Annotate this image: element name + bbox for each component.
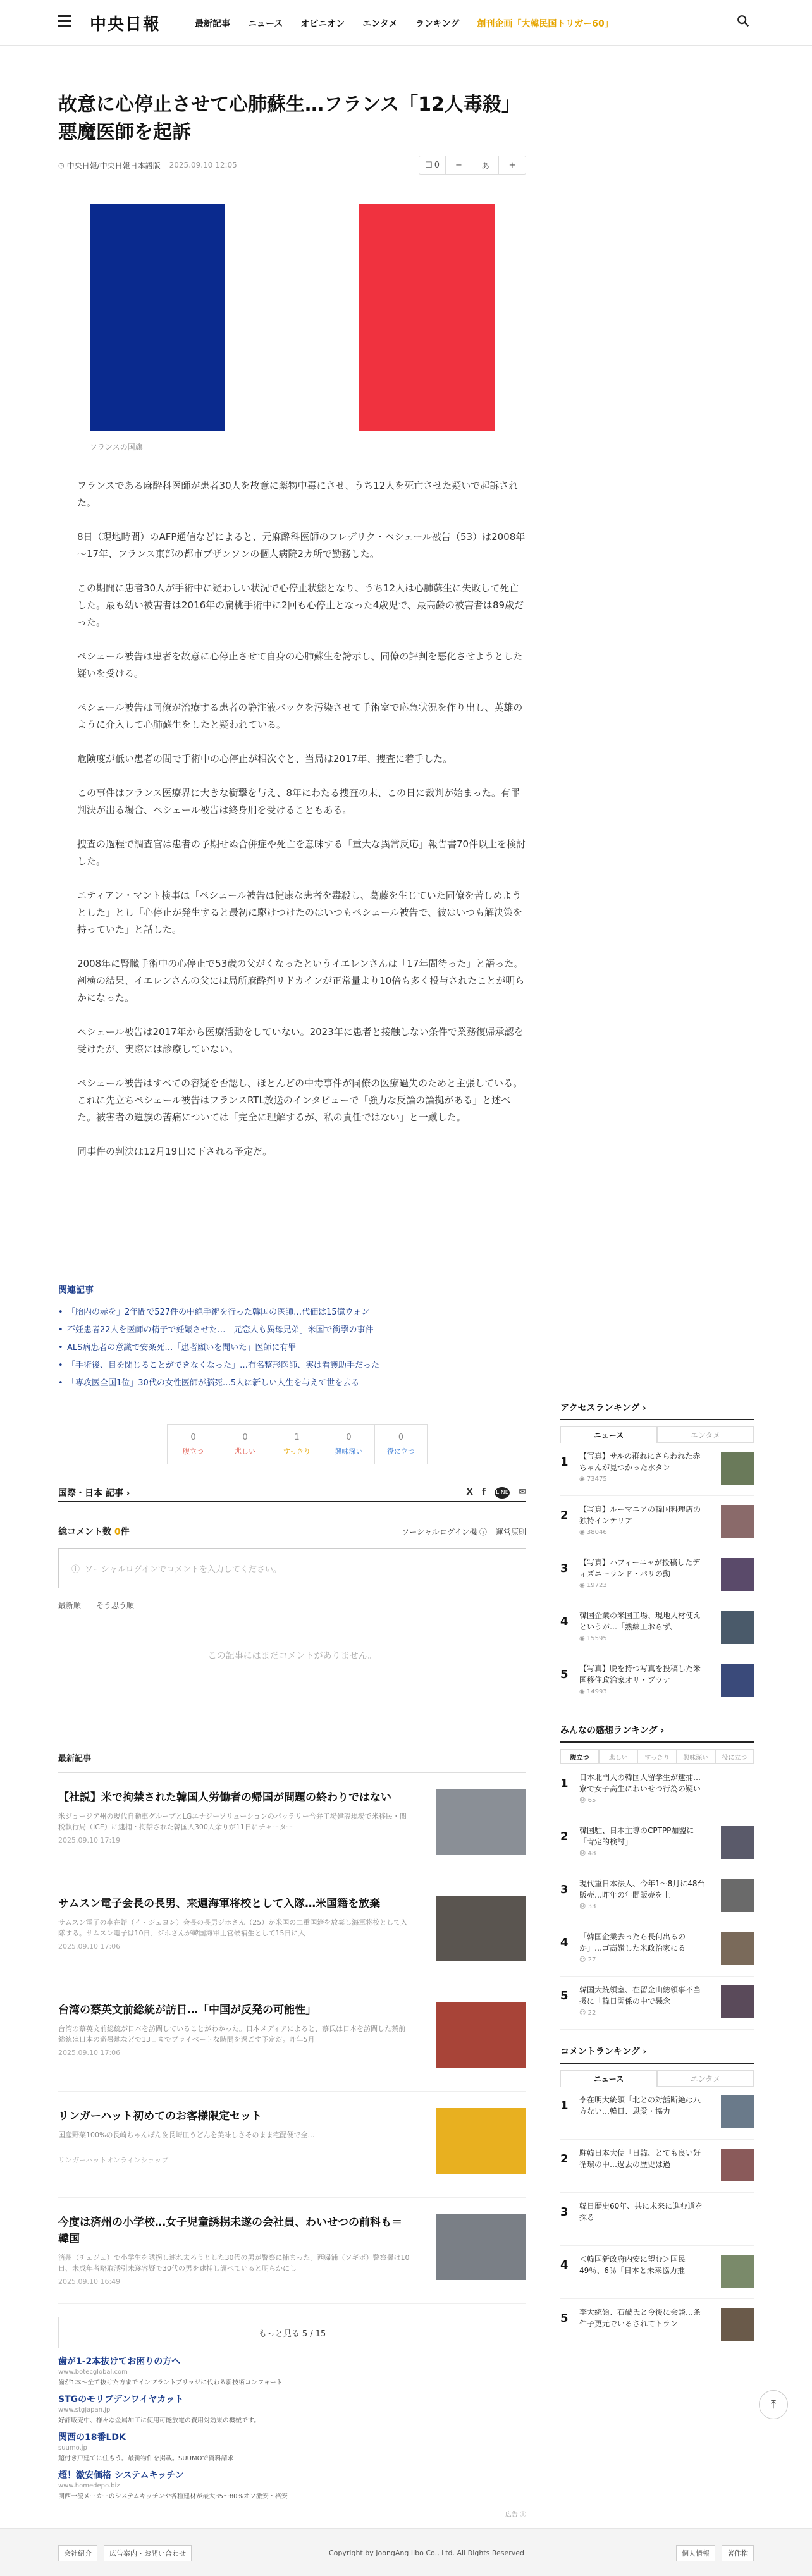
comment-ranking-tabs [560,2070,754,2087]
emotion-rank-item[interactable] [560,1817,754,1870]
reaction-label: 役に立つ [387,1447,415,1456]
comment-icon: ☐ [425,160,433,170]
ad-desc: 歯が1本〜全て抜けた方までインプラントブリッジに代わる新技術コンフォート [58,2379,283,2386]
ad-desc: 超付き戸建てに住もう。最新物件を掲載。SUUMOで資料請求 [58,2455,234,2462]
rank-thumbnail [721,2095,754,2128]
comment-sort-tabs [58,1600,526,1617]
empty-comments-message: この記事にはまだコメントがありません。 [58,1617,526,1693]
company-info-link[interactable]: 会社紹介 [58,2545,97,2561]
news-desc: 米ジョージア州の現代自動車グループとLGエナジーソリューションのバッテリー合弁工場建設現場で米移民・関税執行局（ICE）に逮捕・拘禁された韓国人300人余りが11日にチャーター [58,1812,407,1831]
news-desc: 済州（チェジュ）で小学生を誘拐し連れ去ろうとした30代の男が警察に捕まった。西帰浦（ソギポ）警察署は10日、未成年者略取誘引未遂容疑で30代の男を逮捕し調べていると明らかにし [58,2254,410,2272]
news-thumbnail [436,1789,526,1855]
news-thumbnail [436,1896,526,1961]
article-paragraph: ペシェール被告はすべての容疑を否認し、ほとんどの中毒事件が同僚の医療過失のためと主張している。これに先立ちペシェール被告はフランスRTL放送のインタビューで「強力な反論の論拠がある」と述べた。被害者の遺族の苦痛については「完全に理解するが、私の責任ではない」と一蹴した。 [77,1077,523,1123]
access-rank-item[interactable] [560,1549,754,1602]
news-thumbnail [436,2108,526,2174]
ad-title: STGのモリブデンワイヤカット [58,2395,184,2405]
ad-title: 超！激安価格 システムキッチン [58,2470,184,2481]
sort-latest-tab[interactable]: 最新順 [58,1601,82,1610]
emotion-tabs [560,1749,754,1764]
rank-views: ◉ 15595 [579,1635,607,1642]
article-byline: 中央日報/中央日報日本語版 [66,161,161,170]
rank-number: 1 [560,2099,569,2113]
tab-entertainment[interactable]: エンタメ [657,2070,754,2087]
rank-thumbnail [721,1985,754,2018]
comment-count-button[interactable]: ☐ 0 [419,156,446,174]
rank-title: 日本北門大の韓国人留学生が逮捕…寮で女子高生にわいせつ行為の疑い [579,1773,701,1793]
mail-share-icon[interactable]: ✉ [519,1487,526,1497]
news-title: 【社説】米で拘禁された韓国人労働者の帰国が問題の終わりではない [58,1791,391,1804]
ad-item[interactable] [58,2431,526,2462]
comment-ranking-title[interactable]: コメントランキング › [560,2045,754,2064]
tab-relieved[interactable]: すっきり [637,1749,676,1764]
line-share-icon[interactable]: LINE [495,1487,510,1499]
clock-icon: ◷ [58,161,65,169]
news-date: 2025.09.10 17:19 [58,1836,121,1844]
article-paragraph: 捜査の過程で調査官は患者の予期せぬ合併症や死亡を意味する「重大な異常反応」報告書70件以上を検討した。 [77,838,526,867]
rank-number: 4 [560,2259,569,2272]
comment-rank-item[interactable] [560,2299,754,2352]
rank-reactions: ☹ 65 [579,1797,596,1804]
main-nav [195,17,613,30]
article-paragraph: ペシェール被告は同僚が治療する患者の静注液バックを汚染させて手術室で応急状況を作り出し、英雄のように介入して心肺蘇生をしたと疑われている。 [77,702,523,730]
access-ranking-tabs [560,1426,754,1443]
site-logo[interactable]: 中央日報 [90,15,161,34]
article-meta [58,156,526,175]
facebook-share-icon[interactable]: f [482,1487,486,1497]
news-item[interactable] [58,2198,526,2304]
comment-input[interactable] [58,1548,526,1588]
rank-thumbnail [721,1505,754,1538]
rank-title: 【写真】サルの群れにさらわれた赤ちゃんが見つかった水タン [579,1452,701,1472]
news-item[interactable] [58,1879,526,1985]
access-rank-item[interactable] [560,1496,754,1549]
emotion-ranking-title[interactable]: みんなの感想ランキング › [560,1724,754,1743]
article-paragraph: 同事件の判決は12月19日に下される予定だ。 [77,1146,273,1157]
comment-rank-item[interactable] [560,2087,754,2140]
rank-thumbnail [721,1932,754,1965]
tab-sad[interactable]: 悲しい [599,1749,637,1764]
rank-views: ◉ 38046 [579,1529,607,1536]
comment-placeholder: ソーシャルログインでコメントを入力してください。 [85,1564,281,1574]
rank-thumbnail [721,1664,754,1697]
rank-title: 現代重日本法人、今年1〜8月に48台販売…昨年の年間販売を上 [579,1879,705,1899]
ad-title: 関西の18番LDK [58,2432,126,2443]
emotion-rank-item[interactable] [560,1977,754,2030]
related-link[interactable]: • 不妊患者22人を医師の精子で妊娠させた…「元恋人も異母兄弟」米国で衝撃の事件 [58,1322,526,1339]
reaction-label: 興味深い [335,1447,363,1456]
ad-section [58,2355,526,2518]
ad-item[interactable] [58,2355,526,2386]
copyright: Copyright by JoongAng Ilbo Co., Ltd. All Rights Reserved [329,2549,525,2557]
news-title: リンガーハット初めてのお客様限定セット [58,2110,262,2123]
font-size-label: あ [472,156,499,174]
rank-views: ◉ 14993 [579,1688,607,1695]
rank-reactions: ☹ 33 [579,1903,596,1910]
rank-title: 李在明大統領「北との対話断絶は八方ない…韓日、恩愛・協力 [579,2095,701,2116]
tab-helpful[interactable]: 役に立つ [715,1749,754,1764]
rank-number: 1 [560,1777,569,1790]
rank-reactions: ☹ 27 [579,1956,596,1963]
access-rank-item[interactable] [560,1602,754,1655]
photo-caption: フランスの国旗 [90,443,143,451]
article-paragraph: 危険度が低い患者の間で手術中の心停止が相次ぐと、当局は2017年、捜査に着手した。 [77,753,453,764]
rank-title: 李大統領、石破氏と今後に会談…条件子更元でいるされてトラン [579,2308,701,2328]
nav-opinion[interactable]: オピニオン [300,19,345,29]
comment-count: 0 [114,1527,121,1537]
ad-title: 歯が1-2本抜けてお困りの方へ [58,2357,181,2367]
rank-title: 韓国企業の米国工場、現地人材使えというが…「熟練工おらず、 [579,1611,701,1631]
article-paragraph: フランスである麻酔科医師が患者30人を故意に薬物中毒にさせ、うち12人を死亡させた疑いで起訴された。 [77,480,519,508]
rank-number: 3 [560,1562,569,1575]
tab-interesting[interactable]: 興味深い [677,1749,715,1764]
related-link[interactable]: • 「手術後、目を閉じることができなくなった」…有名整形医師、実は看護助手だった [58,1357,526,1375]
rank-views: ◉ 19723 [579,1582,607,1589]
copyright-policy-link[interactable]: 著作権 [722,2545,754,2561]
article-photo [90,204,495,431]
related-link[interactable]: • 「専攻医全国1位」30代の女性医師が脳死…5人に新しい人生を与えて世を去る [58,1375,526,1392]
ad-desc: 好評販売中、様々な金属加工に使用可能放電の費用対効果の機械です。 [58,2417,261,2424]
news-desc: 台湾の蔡英文前総統が日本を訪問していることがわかった。日本メディアによると、蔡氏は日本を訪問した蔡前総統は日本の避暑地などで13日までプライベートな時間を過ごす予定だ。昨年5月 [58,2025,406,2044]
emotion-rank-item[interactable] [560,1923,754,1977]
rank-number: 2 [560,1509,569,1522]
related-title: 関連記事 [58,1285,94,1296]
tab-news[interactable]: ニュース [560,1426,657,1443]
rank-views: ◉ 73475 [579,1476,607,1483]
ad-item[interactable] [58,2393,526,2424]
article-tools [419,156,526,175]
scroll-top-button[interactable]: ⤒ [759,2390,788,2419]
rank-title: 韓日歴史60年、共に未来に進む道を探る [579,2202,703,2222]
emotion-rank-item[interactable] [560,1764,754,1817]
rank-title: ＜韓国新政府内安に望む＞国民49％、6％「日本と未来協力推 [579,2255,686,2275]
tab-entertainment[interactable]: エンタメ [657,1426,754,1443]
rank-title: 韓国大統領室、在留金山総領事不当扱に「韓日関係の中で懸念 [579,1985,701,2006]
article-date: 2025.09.10 12:05 [169,161,237,169]
nav-news[interactable]: ニュース [248,19,283,29]
news-date: 2025.09.10 17:06 [58,1942,121,1951]
latest-title: 最新記事 [58,1751,526,1773]
ad-url: suumo.jp [58,2444,87,2451]
rank-number: 3 [560,2205,569,2219]
nav-ranking[interactable]: ランキング [415,19,460,29]
rank-number: 2 [560,1830,569,1843]
access-rank-item[interactable] [560,1443,754,1496]
news-title: 今度は済州の小学校…女子児童誘拐未遂の会社員、わいせつの前科も＝韓国 [58,2216,402,2245]
info-icon: ⓘ [71,1564,80,1574]
flag-red-band [359,204,495,431]
reaction-helpful[interactable]: 0 役に立つ [387,1432,415,1456]
news-title: サムスン電子会長の長男、来週海軍将校として入隊…米国籍を放棄 [58,1898,381,1910]
tab-angry[interactable]: 腹立つ [560,1749,599,1764]
social-login-link[interactable]: ソーシャルログイン機 ⓘ [402,1527,487,1536]
rank-title: 「韓国企業去ったら長何出るのか」…ゴ高嶺した米政治家にる [579,1932,686,1953]
news-date: 2025.09.10 17:06 [58,2049,121,2057]
rank-title: 【写真】脱を持つ写真を投稿した米国移住政治家オリ・ブラナ [579,1664,701,1684]
article [58,91,526,1177]
reaction-interesting[interactable]: 0 興味深い [323,1425,375,1464]
news-item[interactable] [58,1985,526,2092]
ad-desc: 関西一流メーカーのシステムキッチンや各種建材が最大35〜80%オフ激安・格安 [58,2493,288,2500]
news-date: 2025.09.10 16:49 [58,2278,121,2286]
sponsored-item[interactable] [58,2092,526,2198]
latest-articles [58,1751,526,2348]
rank-title: 【写真】ハフィーニャが投稿したディズニーランド・パリの動 [579,1558,701,1578]
news-source: リンガーハットオンラインショップ [58,2156,169,2164]
rank-thumbnail [721,1826,754,1859]
article-paragraph: 2008年に腎臓手術中の心停止で53歳の父がくなったというイエレンさんは「17年間待った」と語った。剖検の結果、イエレンさんの父には局所麻酔剤リドカインが正常量より10倍も多く投与されたことが明らかになった。 [77,958,525,1003]
ad-item[interactable] [58,2469,526,2500]
article-paragraph: ペシェール被告は患者を故意に心停止させて自身の心肺蘇生を誇示し、同僚の評判を悪化させようとした疑いを受ける。 [77,651,523,679]
ad-contact-link[interactable]: 広告案内・お問い合わせ [104,2545,192,2561]
ad-url: www.stgjapan.jp [58,2407,111,2413]
rank-thumbnail [721,1452,754,1485]
news-thumbnail [436,2002,526,2068]
global-header [0,0,812,46]
category-row [58,1485,526,1502]
comments-section [58,1524,526,1693]
footer [0,2528,812,2576]
rank-number: 2 [560,2152,569,2166]
rank-number: 1 [560,1456,569,1469]
reaction-label: すっきり [283,1447,311,1456]
comment-rank-item[interactable] [560,2193,754,2246]
news-desc: サムスン電子の李在鎔（イ・ジェヨン）会長の長男ジホさん（25）が米国の二重国籍を放棄し海軍将校として入隊する。サムスン電子は10日、ジホさんが韓国海軍士官候補生として15日に入 [58,1918,408,1937]
related-articles [58,1284,526,1392]
reaction-label: 悲しい [235,1447,255,1456]
x-share-icon[interactable]: X [466,1487,474,1497]
news-title: 台湾の蔡英文前総統が訪日…「中国が反発の可能性」 [58,2004,316,2016]
search-icon[interactable] [736,14,750,28]
font-decrease-button[interactable]: − [446,156,472,174]
tab-news[interactable]: ニュース [560,2070,657,2087]
rank-thumbnail [721,2255,754,2288]
news-thumbnail [436,2214,526,2280]
rank-thumbnail [721,1558,754,1591]
flag-blue-band [90,204,225,431]
rank-title: 韓国駐、日本主導のCPTPP加盟に「肯定的検討」 [579,1826,694,1846]
rank-reactions: ☹ 22 [579,2009,596,2016]
rank-number: 5 [560,1668,569,1681]
sidebar [560,1401,754,2352]
ad-url: www.homedepo.biz [58,2482,120,2489]
rank-reactions: ☹ 48 [579,1850,596,1857]
menu-button[interactable] [58,15,71,27]
rank-thumbnail [721,1879,754,1912]
comment-rank-item[interactable] [560,2246,754,2299]
font-increase-button[interactable]: + [508,160,516,170]
article-headline: 故意に心停止させて心肺蘇生…フランス「12人毒殺」悪魔医師を起訴 [58,94,520,144]
reaction-sad[interactable]: 0 悲しい [219,1425,271,1464]
rank-title: 【写真】ルーマニアの韓国料理店の独特インテリア [579,1505,701,1525]
ad-url: www.botecglobal.com [58,2369,128,2376]
privacy-link[interactable]: 個人情報 [676,2545,715,2561]
share-buttons [466,1487,526,1499]
policy-link[interactable]: 運営原則 [495,1527,526,1536]
related-link[interactable]: • ALS病患者の意識で安楽死…「患者願いを聞いた」医師に有罪 [58,1339,526,1357]
article-paragraph: ペシェール被告は2017年から医療活動をしていない。2023年に患者と接触しない条件で業務復帰承認を受けたが、実際には診療していない。 [77,1026,524,1055]
article-body [77,477,526,1160]
rank-thumbnail [721,1611,754,1644]
comment-rank-item[interactable] [560,2140,754,2193]
ad-info-label[interactable]: 広告 ⓘ [505,2512,526,2518]
rank-title: 駐韓日本大使「日韓、とても良い好循環の中…過去の歴史は過 [579,2149,701,2169]
emotion-rank-item[interactable] [560,1870,754,1923]
article-paragraph: この事件はフランス医療界に大きな衝撃を与え、8年にわたる捜査の末、この日に裁判が始まった。有罪判決が出る場合、ペシェール被告は終身刑を受けることもある。 [77,787,520,816]
rank-number: 3 [560,1883,569,1896]
comment-links [402,1526,526,1537]
rank-number: 5 [560,2312,569,2325]
access-ranking-title[interactable]: アクセスランキング › [560,1401,754,1420]
nav-latest[interactable]: 最新記事 [195,19,230,29]
more-button[interactable]: もっと見る 5 / 15 [58,2317,526,2348]
sort-agree-tab[interactable]: そう思う順 [96,1601,135,1610]
article-paragraph: エティアン・マント検事は「ペシェール被告は健康な患者を毒殺し、葛藤を生じていた同僚を苦しめようとした」とし「心停止が発生すると最初に駆けつけたのはいつもペシェール被告で、彼はいつも解決策を持っていた」と話した。 [77,890,523,935]
nav-promo[interactable]: 創刊企画「大韓民国トリガー60」 [477,19,613,29]
nav-entertainment[interactable]: エンタメ [362,19,398,29]
reaction-bar [167,1424,428,1464]
related-link[interactable]: • 「胎内の赤を」2年間で527件の中絶手術を行った韓国の医師…代価は15億ウォン [58,1304,526,1322]
rank-number: 4 [560,1615,569,1628]
access-rank-item[interactable] [560,1655,754,1708]
rank-number: 5 [560,1989,569,2003]
news-item[interactable] [58,1773,526,1879]
reaction-label: 腹立つ [183,1447,204,1456]
reaction-angry[interactable]: 0 腹立つ [168,1425,219,1464]
rank-number: 4 [560,1936,569,1949]
category-link[interactable]: 国際・日本 記事 › [58,1488,130,1499]
article-paragraph: この期間に患者30人が手術中に疑わしい状況で心停止状態となり、うち12人は心肺蘇生に失敗して死亡した。最も幼い被害者は2016年の扁桃手術中に2回も心停止となった4歳児で、最高齢の被害者は89歳だった。 [77,582,524,628]
rank-thumbnail [721,2149,754,2181]
rank-thumbnail [721,2308,754,2341]
news-desc: 国産野菜100%の長崎ちゃんぽん＆長崎皿うどんを美味しさそのまま宅配便で全… [58,2131,315,2139]
comments-title: 総コメント数 0件 [58,1527,130,1537]
reaction-relieved[interactable]: 1 すっきり [271,1425,323,1464]
article-paragraph: 8日（現地時間）のAFP通信などによると、元麻酔科医師のフレデリク・ペシェール被告（53）は2008年～17年、フランス東部の都市ブザンソンの個人病院2カ所で勤務した。 [77,531,526,560]
